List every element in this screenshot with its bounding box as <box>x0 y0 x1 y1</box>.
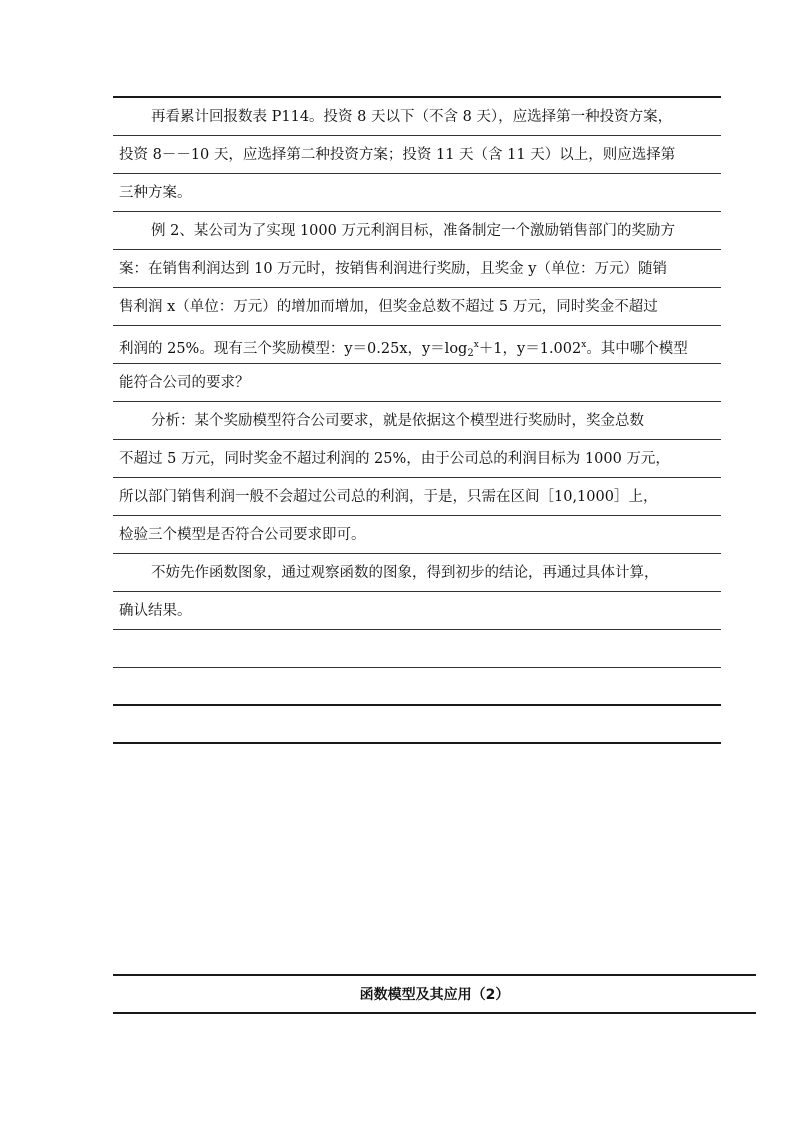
text-line-3: 三种方案。 <box>113 174 721 212</box>
footer-title: 函数模型及其应用（2） <box>113 974 756 1014</box>
text-line-13: 不妨先作函数图象，通过观察函数的图象，得到初步的结论，再通过具体计算， <box>113 554 721 592</box>
text-line-9: 分析：某个奖励模型符合公司要求，就是依据这个模型进行奖励时，奖金总数 <box>113 402 721 440</box>
log-argument-superscript: x <box>473 340 479 350</box>
text-line-5: 案：在销售利润达到 10 万元时，按销售利润进行奖励，且奖金 y（单位：万元）随销 <box>113 250 721 288</box>
log-base-subscript: 2 <box>467 348 474 359</box>
text-line-11: 所以部门销售利润一般不会超过公司总的利润，于是，只需在区间［10,1000］上， <box>113 478 721 516</box>
exponent-superscript: x <box>581 340 587 350</box>
text-line-4: 例 2、某公司为了实现 1000 万元利润目标，准备制定一个激励销售部门的奖励方 <box>113 212 721 250</box>
formula-text-after: 。其中哪个模型 <box>586 341 688 357</box>
text-line-14: 确认结果。 <box>113 592 721 630</box>
text-line-2: 投资 8－－10 天，应选择第二种投资方案；投资 11 天（含 11 天）以上，则应选择第 <box>113 136 721 174</box>
text-line-6: 售利润 x（单位：万元）的增加而增加，但奖金总数不超过 5 万元，同时奖金不超过 <box>113 288 721 326</box>
lined-text-area <box>113 96 721 744</box>
text-line-10: 不超过 5 万元，同时奖金不超过利润的 25%，由于公司总的利润目标为 1000 万元， <box>113 440 721 478</box>
blank-line-3 <box>113 706 721 744</box>
formula-text-middle: ＋1，y＝1.002 <box>478 341 582 357</box>
text-line-7-formula <box>113 326 721 364</box>
formula-text-before: 利润的 25%。现有三个奖励模型：y＝0.25x，y＝log <box>119 341 468 357</box>
text-line-12: 检验三个模型是否符合公司要求即可。 <box>113 516 721 554</box>
text-line-1: 再看累计回报数表 P114。投资 8 天以下（不含 8 天），应选择第一种投资方案， <box>113 98 721 136</box>
text-line-8: 能符合公司的要求？ <box>113 364 721 402</box>
blank-line-1 <box>113 630 721 668</box>
blank-line-2 <box>113 668 721 706</box>
